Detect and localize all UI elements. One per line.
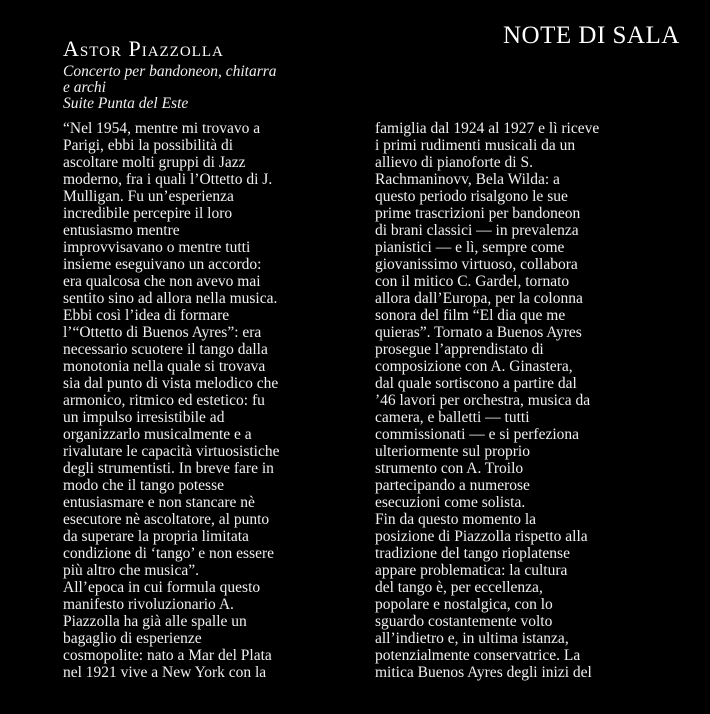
text-line: con il mitico C. Gardel, tornato [375, 273, 570, 290]
text-line: popolare e nostalgica, con lo [375, 596, 553, 613]
text-line: armonico, ritmico ed estetico: fu [63, 392, 265, 409]
text-line: sguardo costantemente volto [375, 613, 553, 630]
text-line: “Nel 1954, mentre mi trovavo a [63, 120, 261, 137]
text-line: organizzarlo musicalmente e a [63, 426, 252, 443]
text-line: più altro che musica”. [63, 562, 200, 579]
text-line: moderno, fra i quali l’Ottetto di J. [63, 171, 273, 188]
text-line: bagaglio di esperienze [63, 630, 202, 647]
text-line: All’epoca in cui formula questo [63, 579, 261, 596]
text-line: Rachmaninovv, Bela Wilda: a [375, 171, 560, 188]
text-line: da superare la propria limitata [63, 528, 249, 545]
text-line: un impulso irresistibile ad [63, 409, 225, 426]
text-line: prosegue l’apprendistato di [375, 341, 544, 358]
text-line: strumento con A. Troilo [375, 460, 524, 477]
text-line: esecuzioni come solista. [375, 494, 526, 511]
text-line: dal quale sortiscono a partire dal [375, 375, 577, 392]
text-line: monotonia nella quale si trovava [63, 358, 266, 375]
text-line: quieras”. Tornato a Buenos Ayres [375, 324, 582, 341]
text-line: entusiasmare e non stancare nè [63, 494, 255, 511]
text-line: manifesto rivoluzionario A. [63, 596, 234, 613]
text-line: famiglia dal 1924 al 1927 e lì riceve [375, 120, 600, 137]
text-line: commissionati — e si perfeziona [375, 426, 580, 443]
text-line: condizione di ‘tango’ e non essere [63, 545, 275, 562]
text-line: degli strumentisti. In breve fare in [63, 460, 274, 477]
text-line: del tango è, per eccellenza, [375, 579, 543, 596]
text-line: ulteriormente sul proprio [375, 443, 530, 460]
text-line: Mulligan. Fu un’esperienza [63, 188, 234, 205]
work-subtitle: Suite Punta del Este [63, 95, 189, 112]
text-line: improvvisavano o mentre tutti [63, 239, 251, 256]
text-line: sonora del film “El dia que me [375, 307, 566, 324]
work-title-line: e archi [63, 79, 106, 96]
text-line: all’indietro e, in ultima istanza, [375, 630, 569, 647]
text-line: l’“Ottetto di Buenos Ayres”: era [63, 324, 262, 341]
text-line: Piazzolla ha già alle spalle un [63, 613, 247, 630]
text-line: esecutore nè ascoltatore, al punto [63, 511, 270, 528]
text-line: necessario scuotere il tango dalla [63, 341, 268, 358]
text-line: posizione di Piazzolla rispetto alla [375, 528, 588, 545]
section-label: NOTE DI SALA [503, 22, 680, 49]
text-column-right [375, 120, 675, 681]
text-line: nel 1921 vive a New York con la [63, 664, 267, 681]
text-line: Parigi, ebbi la possibilità di [63, 137, 234, 154]
text-line: incredibile percepire il loro [63, 205, 233, 222]
text-line: allievo di pianoforte di S. [375, 154, 533, 171]
text-line: Fin da questo momento la [375, 511, 537, 528]
text-line: prime trascrizioni per bandoneon [375, 205, 581, 222]
text-line: pianistici — e lì, sempre come [375, 239, 565, 256]
text-line: mitica Buenos Ayres degli inizi del [375, 664, 592, 681]
text-column-left [63, 120, 353, 681]
text-line: composizione con A. Ginastera, [375, 358, 573, 375]
work-title [63, 64, 333, 112]
text-line: di brani classici — in prevalenza [375, 222, 579, 239]
text-line: camera, e balletti — tutti [375, 409, 530, 426]
text-line: era qualcosa che non avevo mai [63, 273, 261, 290]
text-line: allora dall’Europa, per la colonna [375, 290, 583, 307]
text-line: sentito sino ad allora nella musica. [63, 290, 278, 307]
text-line: modo che il tango potesse [63, 477, 224, 494]
text-line: entusiasmo mentre [63, 222, 180, 239]
text-line: appare problematica: la cultura [375, 562, 568, 579]
text-line: tradizione del tango rioplatense [375, 545, 570, 562]
text-line: sia dal punto di vista melodico che [63, 375, 279, 392]
text-line: ’46 lavori per orchestra, musica da [375, 392, 591, 409]
work-title-line: Concerto per bandoneon, chitarra [63, 63, 277, 80]
text-line: ascoltare molti gruppi di Jazz [63, 154, 246, 171]
text-line: partecipando a numerose [375, 477, 530, 494]
composer-name: Astor Piazzolla [63, 36, 224, 61]
text-line: questo periodo risalgono le sue [375, 188, 568, 205]
text-line: Ebbi così l’idea di formare [63, 307, 230, 324]
text-line: i primi rudimenti musicali da un [375, 137, 576, 154]
text-line: giovanissimo virtuoso, collabora [375, 256, 578, 273]
text-line: rivalutare le capacità virtuosistiche [63, 443, 280, 460]
text-line: cosmopolite: nato a Mar del Plata [63, 647, 272, 664]
text-line: insieme eseguivano un accordo: [63, 256, 262, 273]
text-line: potenzialmente conservatrice. La [375, 647, 581, 664]
